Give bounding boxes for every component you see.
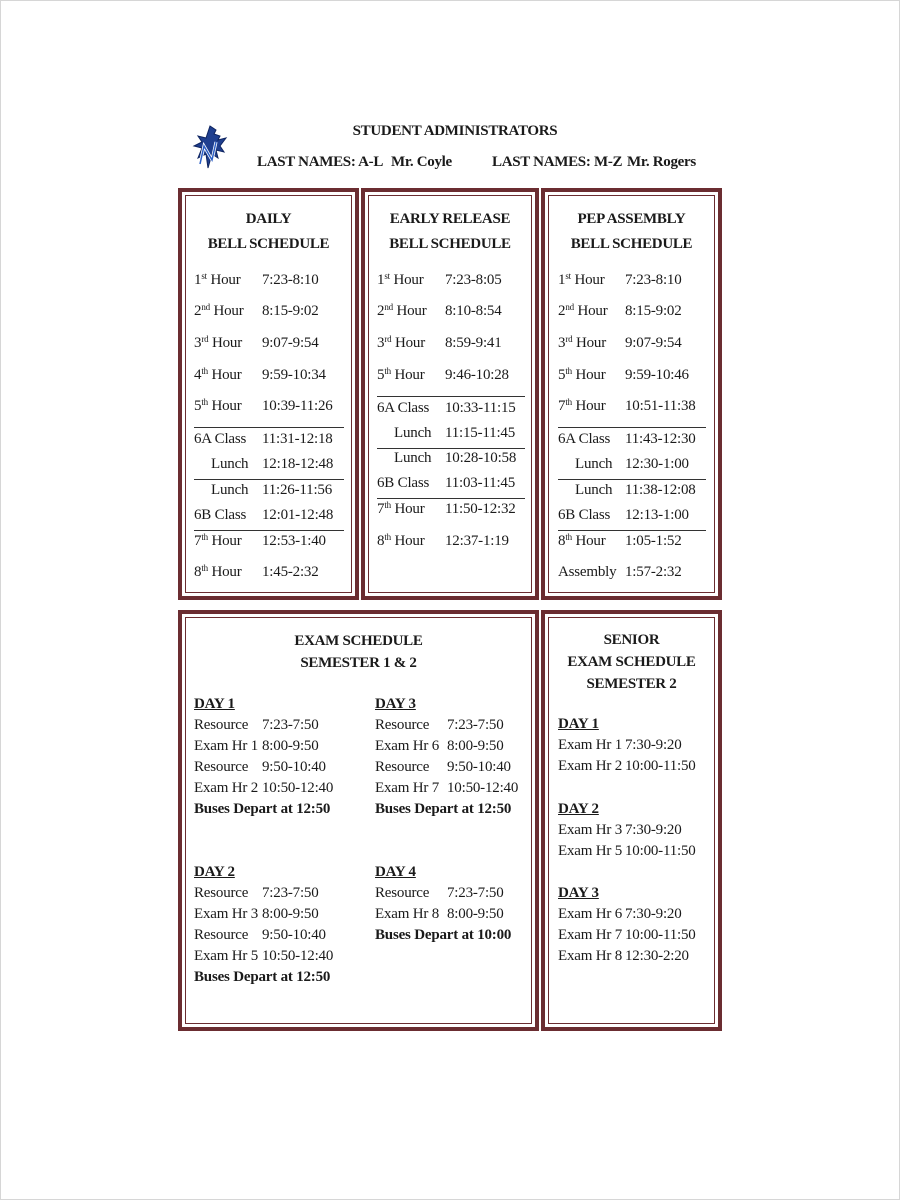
divider	[558, 427, 706, 428]
period-label: 5th Hour	[194, 397, 242, 414]
schedule-row	[558, 365, 713, 385]
period-label: 3rd Hour	[194, 334, 242, 351]
senior-day-1-row: Exam Hr 1 7:30-9:20	[558, 737, 682, 753]
period-label: 8th Hour	[558, 532, 606, 549]
period-label: 6B Class	[194, 507, 247, 523]
schedule-row	[377, 531, 532, 551]
schedule-row	[194, 505, 349, 525]
divider	[194, 427, 344, 428]
schedule-row	[377, 365, 532, 385]
header-title: STUDENT ADMINISTRATORS	[352, 123, 558, 139]
exam-title-2: SEMESTER 1 & 2	[300, 655, 417, 671]
schedule-row	[194, 429, 349, 449]
schedule-row	[377, 398, 532, 418]
period-time: 11:26-11:56	[262, 482, 333, 498]
schedule-row	[377, 333, 532, 353]
exam-day-3-buses: Buses Depart at 12:50	[375, 801, 512, 817]
period-label: Lunch	[211, 482, 249, 498]
period-label: Lunch	[575, 456, 613, 472]
period-label: Lunch	[211, 456, 249, 472]
early-release-schedule-panel	[361, 188, 539, 600]
period-time: 7:23-8:10	[262, 272, 319, 288]
period-time: 10:28-10:58	[445, 450, 517, 466]
exam-day-3-row: Exam Hr 7 10:50-12:40	[375, 780, 519, 796]
exam-day-1-row: Resource 9:50-10:40	[194, 759, 326, 775]
exam-day-1-row: Exam Hr 2 10:50-12:40	[194, 780, 334, 796]
exam-day-2	[194, 862, 334, 988]
school-mascot-logo-icon	[190, 124, 232, 174]
pep-title-1: PEP ASSEMBLY	[577, 211, 686, 227]
period-label: 8th Hour	[194, 563, 242, 580]
exam-day-1-row: Exam Hr 1 8:00-9:50	[194, 738, 319, 754]
period-time: 11:15-11:45	[445, 425, 516, 441]
exam-day-3-row: Resource 9:50-10:40	[375, 759, 511, 775]
schedule-row	[194, 365, 349, 385]
period-label: 1st Hour	[558, 271, 605, 288]
period-label: 7th Hour	[377, 500, 425, 517]
schedule-row	[558, 301, 713, 321]
period-time: 11:31-12:18	[262, 431, 333, 447]
schedule-row	[558, 505, 713, 525]
exam-day-1-buses: Buses Depart at 12:50	[194, 801, 331, 817]
period-label: 3rd Hour	[558, 334, 606, 351]
senior-day-3-row: Exam Hr 6 7:30-9:20	[558, 906, 682, 922]
period-label: 1st Hour	[194, 271, 241, 288]
schedule-row	[194, 531, 349, 551]
exam-day-4-row: Exam Hr 8 8:00-9:50	[375, 906, 504, 922]
schedule-row	[377, 270, 532, 290]
schedule-row	[194, 480, 349, 500]
period-time: 7:23-8:05	[445, 272, 502, 288]
divider	[377, 396, 525, 397]
period-time: 8:15-9:02	[625, 303, 682, 319]
period-time: 9:07-9:54	[625, 335, 682, 351]
schedule-row	[377, 473, 532, 493]
senior-day-3-row: Exam Hr 7 10:00-11:50	[558, 927, 696, 943]
schedule-row	[194, 301, 349, 321]
exam-day-4-label: DAY 4	[375, 864, 416, 880]
exam-day-2-row: Resource 7:23-7:50	[194, 885, 319, 901]
period-time: 1:05-1:52	[625, 533, 682, 549]
period-time: 8:10-8:54	[445, 303, 502, 319]
divider	[194, 530, 344, 531]
exam-day-1-label: DAY 1	[194, 696, 235, 712]
exam-day-4-buses: Buses Depart at 10:00	[375, 927, 512, 943]
senior-title-2: EXAM SCHEDULE	[567, 654, 696, 670]
period-time: 11:03-11:45	[445, 475, 516, 491]
senior-day-2-row: Exam Hr 3 7:30-9:20	[558, 822, 682, 838]
senior-title-1: SENIOR	[603, 632, 660, 648]
early-title-2: BELL SCHEDULE	[389, 236, 511, 252]
divider	[194, 479, 344, 480]
exam-day-1-row: Resource 7:23-7:50	[194, 717, 319, 733]
exam-day-2-row: Resource 9:50-10:40	[194, 927, 326, 943]
period-label: 3rd Hour	[377, 334, 425, 351]
period-time: 1:45-2:32	[262, 564, 319, 580]
period-time: 10:51-11:38	[625, 398, 696, 414]
period-time: 11:43-12:30	[625, 431, 696, 447]
exam-day-3-row: Exam Hr 6 8:00-9:50	[375, 738, 504, 754]
schedule-row	[558, 480, 713, 500]
period-label: Lunch	[575, 482, 613, 498]
period-time: 9:46-10:28	[445, 367, 509, 383]
daily-bell-schedule-panel	[178, 188, 359, 600]
senior-day-2-row: Exam Hr 5 10:00-11:50	[558, 843, 696, 859]
exam-day-2-row: Exam Hr 5 10:50-12:40	[194, 948, 334, 964]
schedule-row	[558, 562, 713, 582]
period-label: Lunch	[394, 425, 432, 441]
schedule-row	[194, 270, 349, 290]
senior-day-1-row: Exam Hr 2 10:00-11:50	[558, 758, 696, 774]
schedule-row	[194, 333, 349, 353]
senior-day-1	[558, 714, 696, 777]
divider	[558, 479, 706, 480]
period-time: 8:59-9:41	[445, 335, 502, 351]
senior-exam-schedule-panel	[541, 610, 722, 1031]
period-time: 11:50-12:32	[445, 501, 516, 517]
senior-day-3	[558, 883, 696, 967]
period-label: 1st Hour	[377, 271, 424, 288]
schedule-row	[558, 270, 713, 290]
period-label: 6A Class	[558, 431, 611, 447]
last-names-a-l: LAST NAMES: A-L	[257, 154, 384, 170]
exam-schedule-panel	[178, 610, 539, 1031]
period-label: 5th Hour	[558, 366, 606, 383]
period-label: 6A Class	[194, 431, 247, 447]
exam-day-3	[375, 694, 519, 820]
period-time: 12:01-12:48	[262, 507, 334, 523]
schedule-row	[558, 429, 713, 449]
pep-title-2: BELL SCHEDULE	[570, 236, 693, 252]
daily-title-1: DAILY	[245, 211, 292, 227]
exam-title-1: EXAM SCHEDULE	[294, 633, 423, 649]
exam-day-4-row: Resource 7:23-7:50	[375, 885, 504, 901]
period-label: 2nd Hour	[558, 302, 608, 319]
period-label: 6B Class	[377, 475, 430, 491]
period-label: 7th Hour	[194, 532, 242, 549]
period-label: 4th Hour	[194, 366, 242, 383]
period-time: 7:23-8:10	[625, 272, 682, 288]
period-label: Lunch	[394, 450, 432, 466]
period-label: Assembly	[558, 564, 617, 580]
exam-day-2-row: Exam Hr 3 8:00-9:50	[194, 906, 319, 922]
last-names-m-z: LAST NAMES: M-Z	[492, 154, 623, 170]
divider	[558, 530, 706, 531]
schedule-row	[377, 301, 532, 321]
period-label: 8th Hour	[377, 532, 425, 549]
exam-day-1	[194, 694, 334, 820]
schedule-row	[558, 396, 713, 416]
senior-day-3-row: Exam Hr 8 12:30-2:20	[558, 948, 689, 964]
period-label: 2nd Hour	[194, 302, 244, 319]
early-title-1: EARLY RELEASE	[389, 211, 511, 227]
exam-day-2-buses: Buses Depart at 12:50	[194, 969, 331, 985]
senior-day-2	[558, 799, 696, 862]
period-time: 12:30-1:00	[625, 456, 689, 472]
period-label: 2nd Hour	[377, 302, 427, 319]
admin-m-z: Mr. Rogers	[627, 154, 696, 170]
schedule-row	[558, 333, 713, 353]
schedule-row	[194, 396, 349, 416]
period-time: 11:38-12:08	[625, 482, 696, 498]
schedule-row	[194, 562, 349, 582]
period-time: 9:59-10:34	[262, 367, 326, 383]
schedule-row	[377, 448, 532, 468]
period-label: 7th Hour	[558, 397, 606, 414]
period-label: 5th Hour	[377, 366, 425, 383]
schedule-row	[558, 531, 713, 551]
daily-title-2: BELL SCHEDULE	[207, 236, 330, 252]
period-time: 10:39-11:26	[262, 398, 333, 414]
period-time: 12:13-1:00	[625, 507, 689, 523]
schedule-row	[558, 454, 713, 474]
period-label: 6A Class	[377, 400, 430, 416]
period-time: 12:53-1:40	[262, 533, 326, 549]
period-time: 12:18-12:48	[262, 456, 334, 472]
period-time: 9:59-10:46	[625, 367, 689, 383]
period-time: 1:57-2:32	[625, 564, 682, 580]
senior-day-2-label: DAY 2	[558, 801, 599, 817]
senior-title-3: SEMESTER 2	[586, 676, 677, 692]
schedule-row	[377, 423, 532, 443]
admin-a-l: Mr. Coyle	[391, 154, 452, 170]
senior-day-1-label: DAY 1	[558, 716, 599, 732]
period-time: 8:15-9:02	[262, 303, 319, 319]
exam-day-2-label: DAY 2	[194, 864, 235, 880]
senior-day-3-label: DAY 3	[558, 885, 599, 901]
exam-day-4	[375, 862, 511, 946]
schedule-row	[194, 454, 349, 474]
divider	[377, 498, 525, 499]
divider	[377, 448, 525, 449]
period-time: 9:07-9:54	[262, 335, 319, 351]
period-time: 12:37-1:19	[445, 533, 509, 549]
exam-day-3-label: DAY 3	[375, 696, 416, 712]
period-time: 10:33-11:15	[445, 400, 516, 416]
pep-assembly-schedule-panel	[541, 188, 722, 600]
schedule-row	[377, 499, 532, 519]
exam-day-3-row: Resource 7:23-7:50	[375, 717, 504, 733]
period-label: 6B Class	[558, 507, 611, 523]
